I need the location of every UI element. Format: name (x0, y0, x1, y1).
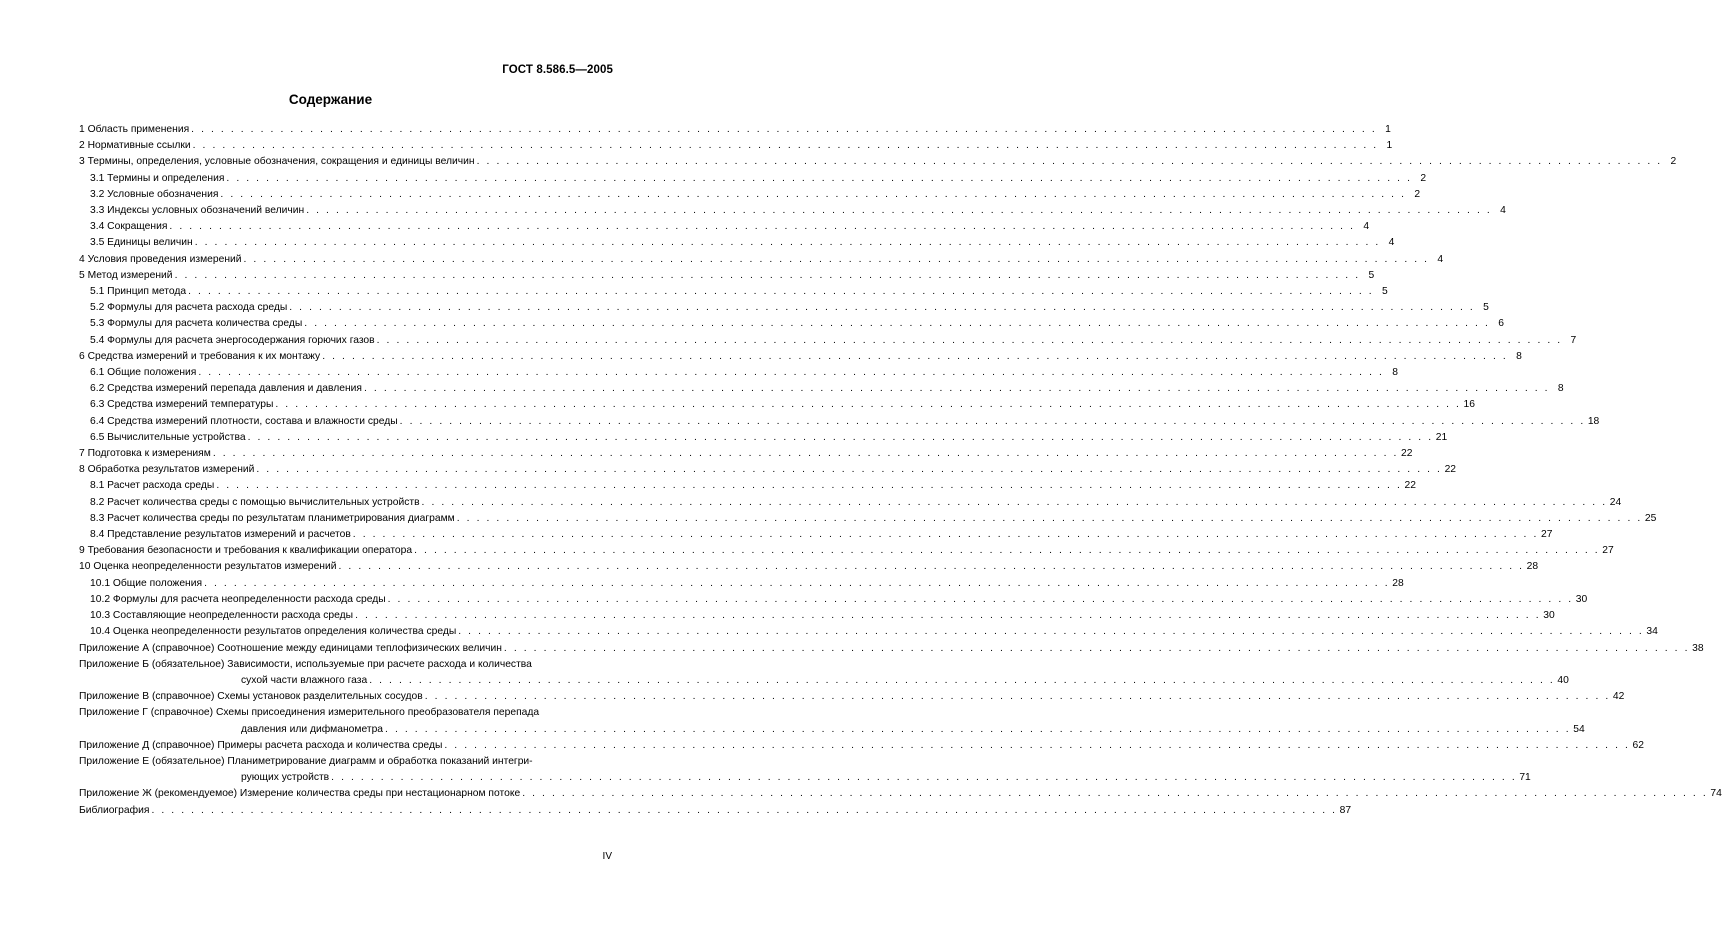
toc-entry-title: 3.1 Термины и определения (90, 172, 225, 184)
dot-leader: . . . . . . . . . . . . . . . . . . . . . . . . . . . . . . . . . . . . . . . . . . . . . . . . . . . . . . . . . . . . . . . . . . . . . . . . . . . . . . . . . . . . . . . . . . . . . . . . . . . . . . . . . . . . . . . . . . . . . . . . (169, 221, 1356, 233)
toc-page-number: 8 (1392, 367, 1398, 379)
toc-entry[interactable] (79, 284, 1388, 300)
toc-entry-title: Приложение Д (справочное) Примеры расчета расхода и количества среды (79, 739, 443, 751)
toc-entry-title-continuation: давления или дифманометра (241, 723, 384, 735)
toc-entry-title: 6.3 Средства измерений температуры (90, 399, 274, 411)
toc-entry[interactable] (79, 624, 1658, 640)
toc-page-number: 30 (1543, 610, 1555, 622)
toc-entry[interactable] (79, 559, 1539, 575)
dot-leader: . . . . . . . . . . . . . . . . . . . . . . . . . . . . . . . . . . . . . . . . . . . . . . . . . . . . . . . . . . . . . . . . . . . . . . . . . . . . . . . . . . . . . . . . . . . . . . . . . . . . . . . . . . . . . . . . . . . . . . . . (289, 302, 1475, 314)
dot-leader: . . . . . . . . . . . . . . . . . . . . . . . . . . . . . . . . . . . . . . . . . . . . . . . . . . . . . . . . . . . . . . . . . . . . . . . . . . . . . . . . . . . . . . . . . . . . . . . . . . . . . . . . . . . . . . . . . . . . . . . . (304, 318, 1490, 330)
toc-entry-title: 5.2 Формулы для расчета расхода среды (90, 302, 288, 314)
dot-leader: . . . . . . . . . . . . . . . . . . . . . . . . . . . . . . . . . . . . . . . . . . . . . . . . . . . . . . . . . . . . . . . . . . . . . . . . . . . . . . . . . . . . . . . . . . . . . . . . . . . . . . . . . . . . . . . . . . . . . . . . (243, 253, 1430, 265)
dot-leader: . . . . . . . . . . . . . . . . . . . . . . . . . . . . . . . . . . . . . . . . . . . . . . . . . . . . . . . . . . . . . . . . . . . . . . . . . . . . . . . . . . . . . . . . . . . . . . . . . . . . . . . . . . . . . . . . . . . . . . . . (503, 642, 1690, 654)
toc-entry-title: 10.3 Составляющие неопределенности расхода среды (90, 610, 354, 622)
toc-entry[interactable] (79, 268, 1375, 284)
toc-entry[interactable] (79, 154, 1677, 170)
dot-leader: . . . . . . . . . . . . . . . . . . . . . . . . . . . . . . . . . . . . . . . . . . . . . . . . . . . . . . . . . . . . . . . . . . . . . . . . . . . . . . . . . . . . . . . . . . . . . . . . . . . . . . . . . . . . . . . . . . . . . . . . (424, 691, 1611, 703)
toc-entry[interactable] (79, 414, 1600, 430)
page-title: Содержание (288, 92, 373, 107)
toc-page-number: 71 (1519, 772, 1531, 784)
toc-page-number: 4 (1437, 253, 1444, 265)
toc-entry[interactable] (79, 592, 1588, 608)
dot-leader: . . . . . . . . . . . . . . . . . . . . . . . . . . . . . . . . . . . . . . . . . . . . . . . . . . . . . . . . . . . . . . . . . . . . . . . . . . . . . . . . . . . . . . . . . . . . . . . . . . . . . . . . . . . . . . . . . . . . . . . . (414, 545, 1600, 557)
toc-entry-title: 10 Оценка неопределенности результатов измерений (79, 561, 337, 573)
toc-entry-title: 3.2 Условные обозначения (90, 188, 219, 200)
dot-leader: . . . . . . . . . . . . . . . . . . . . . . . . . . . . . . . . . . . . . . . . . . . . . . . . . . . . . . . . . . . . . . . . . . . . . . . . . . . . . . . . . . . . . . . . . . . . . . . . . . . . . . . . . . . . . . . . . . . . . . . . (352, 529, 1539, 541)
toc-entry[interactable] (79, 478, 1416, 494)
toc-entry[interactable] (79, 641, 1704, 657)
toc-page-number: 4 (1500, 205, 1506, 217)
toc-entry-title: Библиография (79, 804, 150, 816)
toc-entry-title: 6.1 Общие положения (90, 367, 197, 379)
toc-page-number: 22 (1444, 464, 1457, 476)
toc-entry-title: 5.3 Формулы для расчета количества среды (90, 318, 303, 330)
toc-page-number: 34 (1646, 626, 1658, 638)
dot-leader: . . . . . . . . . . . . . . . . . . . . . . . . . . . . . . . . . . . . . . . . . . . . . . . . . . . . . . . . . . . . . . . . . . . . . . . . . . . . . . . . . . . . . . . . . . . . . . . . . . . . . . . . . . . . . . . . . . . . . . . . (444, 739, 1630, 751)
toc-entry-title: 8.1 Расчет расхода среды (90, 480, 215, 492)
toc-page-number: 5 (1382, 286, 1388, 298)
toc-entry[interactable] (79, 187, 1421, 203)
dot-leader: . . . . . . . . . . . . . . . . . . . . . . . . . . . . . . . . . . . . . . . . . . . . . . . . . . . . . . . . . . . . . . . . . . . . . . . . . . . . . . . . . . . . . . . . . . . . . . . . . . . . . . . . . . . . . . . . . . . . . . . . (387, 593, 1574, 605)
toc-entry[interactable] (79, 527, 1553, 543)
toc-page-number: 40 (1557, 674, 1569, 686)
toc-entry[interactable] (79, 803, 1352, 819)
toc-page-number: 22 (1404, 480, 1416, 492)
toc-entry-title: Приложение Г (справочное) Схемы присоединения измерительного преобразователя перепада (79, 707, 540, 719)
dot-leader: . . . . . . . . . . . . . . . . . . . . . . . . . . . . . . . . . . . . . . . . . . . . . . . . . . . . . . . . . . . . . . . . . . . . . . . . . . . . . . . . . . . . . . . . . . . . . . . . . . . . . . . . . . . . . . . . . . . . . . . . (369, 674, 1555, 686)
toc-entry-title-continuation: рующих устройств (241, 772, 330, 784)
toc-page-number: 62 (1632, 739, 1644, 751)
toc-entry-title: 10.4 Оценка неопределенности результатов определения количества среды (90, 626, 457, 638)
toc-page-number: 42 (1612, 691, 1625, 703)
toc-entry-title: 8.4 Представление результатов измерений и расчетов (90, 529, 351, 541)
toc-page-number: 24 (1609, 496, 1622, 508)
toc-entry[interactable] (79, 576, 1404, 592)
toc-entry[interactable] (79, 300, 1489, 316)
toc-page-number: 28 (1392, 577, 1404, 589)
toc-page-number: 2 (1670, 156, 1677, 168)
toc-entry-title: 1 Область применения (79, 124, 190, 135)
toc-entry[interactable] (79, 462, 1457, 478)
dot-leader: . . . . . . . . . . . . . . . . . . . . . . . . . . . . . . . . . . . . . . . . . . . . . . . . . . . . . . . . . . . . . . . . . . . . . . . . . . . . . . . . . . . . . . . . . . . . . . . . . . . . . . . . . . . . . . . . . . . . . . . . (216, 480, 1402, 492)
toc-entry-title: 3.5 Единицы величин (90, 237, 193, 249)
dot-leader: . . . . . . . . . . . . . . . . . . . . . . . . . . . . . . . . . . . . . . . . . . . . . . . . . . . . . . . . . . . . . . . . . . . . . . . . . . . . . . . . . . . . . . . . . . . . . . . . . . . . . . . . . . . . . . . . . . . . . . . . (198, 367, 1384, 379)
dot-leader: . . . . . . . . . . . . . . . . . . . . . . . . . . . . . . . . . . . . . . . . . . . . . . . . . . . . . . . . . . . . . . . . . . . . . . . . . . . . . . . . . . . . . . . . . . . . . . . . . . . . . . . . . . . . . . . . . . . . . . . . (331, 772, 1517, 784)
toc-entry[interactable] (79, 495, 1622, 511)
toc-entry-title: 6.5 Вычислительные устройства (90, 431, 246, 443)
dot-leader: . . . . . . . . . . . . . . . . . . . . . . . . . . . . . . . . . . . . . . . . . . . . . . . . . . . . . . . . . . . . . . . . . . . . . . . . . . . . . . . . . . . . . . . . . . . . . . . . . . . . . . . . . . . . . . . . . . . . . . . . (275, 399, 1462, 411)
toc-entry-title: 8 Обработка результатов измерений (79, 464, 255, 476)
toc-entry[interactable] (79, 786, 1722, 802)
toc-entry[interactable] (79, 430, 1448, 446)
toc-entry[interactable] (79, 446, 1413, 462)
dot-leader: . . . . . . . . . . . . . . . . . . . . . . . . . . . . . . . . . . . . . . . . . . . . . . . . . . . . . . . . . . . . . . . . . . . . . . . . . . . . . . . . . . . . . . . . . . . . . . . . . . . . . . . . . . . . . . . . . . . . . . . . (188, 286, 1374, 298)
toc-page-number: 16 (1463, 399, 1476, 411)
toc-entry[interactable] (79, 511, 1657, 527)
toc-entry-title: 7 Подготовка к измерениям (79, 448, 211, 460)
toc-entry[interactable] (79, 543, 1614, 559)
toc-page-number: 54 (1573, 723, 1585, 735)
toc-page-number: 27 (1602, 545, 1614, 557)
toc-entry-title: Приложение Е (обязательное) Планиметрирование диаграмм и обработка показаний интегри- (79, 755, 533, 767)
toc-entry-title: 8.2 Расчет количества среды с помощью вычислительных устройств (90, 496, 420, 508)
dot-leader: . . . . . . . . . . . . . . . . . . . . . . . . . . . . . . . . . . . . . . . . . . . . . . . . . . . . . . . . . . . . . . . . . . . . . . . . . . . . . . . . . . . . . . . . . . . . . . . . . . . . . . . . . . . . . . . . . . . . . . . . (376, 334, 1563, 346)
toc-entry[interactable] (79, 333, 1577, 349)
toc-entry[interactable] (79, 122, 1391, 138)
toc-page-number: 5 (1483, 302, 1489, 314)
page-number: IV (602, 851, 612, 862)
dot-leader: . . . . . . . . . . . . . . . . . . . . . . . . . . . . . . . . . . . . . . . . . . . . . . . . . . . . . . . . . . . . . . . . . . . . . . . . . . . . . . . . . . . . . . . . . . . . . . . . . . . . . . . . . . . . . . . . . . . . . . . . (194, 237, 1381, 249)
toc-page-number: 1 (1386, 140, 1393, 152)
dot-leader: . . . . . . . . . . . . . . . . . . . . . . . . . . . . . . . . . . . . . . . . . . . . . . . . . . . . . . . . . . . . . . . . . . . . . . . . . . . . . . . . . . . . . . . . . . . . . . . . . . . . . . . . . . . . . . . . . . . . . . . . (399, 415, 1586, 427)
toc-page-number: 22 (1401, 448, 1413, 460)
dot-leader: . . . . . . . . . . . . . . . . . . . . . . . . . . . . . . . . . . . . . . . . . . . . . . . . . . . . . . . . . . . . . . . . . . . . . . . . . . . . . . . . . . . . . . . . . . . . . . . . . . . . . . . . . . . . . . . . . . . . . . . . (322, 350, 1508, 362)
toc-entry-title: 10.2 Формулы для расчета неопределенности расхода среды (90, 593, 386, 605)
toc-page-number: 27 (1540, 529, 1553, 541)
toc-entry-title: Приложение В (справочное) Схемы установок разделительных сосудов (79, 691, 423, 703)
toc-page-number: 6 (1498, 318, 1504, 330)
dot-leader: . . . . . . . . . . . . . . . . . . . . . . . . . . . . . . . . . . . . . . . . . . . . . . . . . . . . . . . . . . . . . . . . . . . . . . . . . . . . . . . . . . . . . . . . . . . . . . . . . . . . . . . . . . . . . . . . . . . . . . . . (191, 124, 1377, 135)
dot-leader: . . . . . . . . . . . . . . . . . . . . . . . . . . . . . . . . . . . . . . . . . . . . . . . . . . . . . . . . . . . . . . . . . . . . . . . . . . . . . . . . . . . . . . . . . . . . . . . . . . . . . . . . . . . . . . . . . . . . . . . . (421, 496, 1608, 508)
toc-entry-title: 10.1 Общие положения (90, 577, 203, 589)
toc-page-number: 8 (1516, 350, 1522, 362)
dot-leader: . . . . . . . . . . . . . . . . . . . . . . . . . . . . . . . . . . . . . . . . . . . . . . . . . . . . . . . . . . . . . . . . . . . . . . . . . . . . . . . . . . . . . . . . . . . . . . . . . . . . . . . . . . . . . . . . . . . . . . . . (192, 140, 1379, 152)
dot-leader: . . . . . . . . . . . . . . . . . . . . . . . . . . . . . . . . . . . . . . . . . . . . . . . . . . . . . . . . . . . . . . . . . . . . . . . . . . . . . . . . . . . . . . . . . . . . . . . . . . . . . . . . . . . . . . . . . . . . . . . . (247, 431, 1434, 443)
dot-leader: . . . . . . . . . . . . . . . . . . . . . . . . . . . . . . . . . . . . . . . . . . . . . . . . . . . . . . . . . . . . . . . . . . . . . . . . . . . . . . . . . . . . . . . . . . . . . . . . . . . . . . . . . . . . . . . . . . . . . . . . (256, 464, 1443, 476)
dot-leader: . . . . . . . . . . . . . . . . . . . . . . . . . . . . . . . . . . . . . . . . . . . . . . . . . . . . . . . . . . . . . . . . . . . . . . . . . . . . . . . . . . . . . . . . . . . . . . . . . . . . . . . . . . . . . . . . . . . . . . . . (204, 577, 1390, 589)
toc-entry-title: 3 Термины, определения, условные обозначения, сокращения и единицы величин (79, 156, 475, 168)
toc-page-number: 28 (1526, 561, 1539, 573)
dot-leader: . . . . . . . . . . . . . . . . . . . . . . . . . . . . . . . . . . . . . . . . . . . . . . . . . . . . . . . . . . . . . . . . . . . . . . . . . . . . . . . . . . . . . . . . . . . . . . . . . . . . . . . . . . . . . . . . . . . . . . . . (212, 448, 1399, 460)
dot-leader: . . . . . . . . . . . . . . . . . . . . . . . . . . . . . . . . . . . . . . . . . . . . . . . . . . . . . . . . . . . . . . . . . . . . . . . . . . . . . . . . . . . . . . . . . . . . . . . . . . . . . . . . . . . . . . . . . . . . . . . . (364, 383, 1550, 395)
toc-entry[interactable] (79, 705, 1585, 737)
toc-page-number: 2 (1420, 172, 1427, 184)
toc-page-number: 5 (1368, 269, 1375, 281)
toc-entry-title: 6.4 Средства измерений плотности, состава и влажности среды (90, 415, 398, 427)
toc-entry[interactable] (79, 235, 1395, 251)
toc-page-number: 18 (1587, 415, 1600, 427)
dot-leader: . . . . . . . . . . . . . . . . . . . . . . . . . . . . . . . . . . . . . . . . . . . . . . . . . . . . . . . . . . . . . . . . . . . . . . . . . . . . . . . . . . . . . . . . . . . . . . . . . . . . . . . . . . . . . . . . . . . . . . . . (456, 512, 1643, 524)
dot-leader: . . . . . . . . . . . . . . . . . . . . . . . . . . . . . . . . . . . . . . . . . . . . . . . . . . . . . . . . . . . . . . . . . . . . . . . . . . . . . . . . . . . . . . . . . . . . . . . . . . . . . . . . . . . . . . . . . . . . . . . . (174, 269, 1361, 281)
toc-entry-title: 8.3 Расчет количества среды по результатам планиметрирования диаграмм (90, 512, 455, 524)
toc-page-number: 25 (1644, 512, 1657, 524)
toc-entry-title: 9 Требования безопасности и требования к квалификации оператора (79, 545, 413, 557)
toc-entry[interactable] (79, 365, 1398, 381)
toc-entry-title: 5.1 Принцип метода (90, 286, 187, 298)
toc-entry[interactable] (79, 689, 1625, 705)
toc-entry[interactable] (79, 349, 1522, 365)
toc-entry-title: 6.2 Средства измерений перепада давления и давления (90, 383, 362, 395)
toc-entry-title: 6 Средства измерений и требования к их монтажу (79, 350, 321, 362)
toc-page-number: 74 (1710, 788, 1722, 800)
toc-page-number: 1 (1385, 124, 1391, 135)
table-of-contents (79, 122, 1722, 819)
toc-entry[interactable] (79, 138, 1393, 154)
toc-entry-title: 3.4 Сокращения (90, 221, 168, 233)
toc-page-number: 30 (1575, 593, 1588, 605)
toc-entry[interactable] (79, 316, 1504, 332)
toc-entry[interactable] (79, 219, 1370, 235)
toc-entry-title: Приложение А (справочное) Соотношение между единицами теплофизических величин (79, 642, 502, 654)
toc-entry-title-continuation: сухой части влажного газа (241, 674, 368, 686)
toc-page-number: 4 (1363, 221, 1370, 233)
toc-page-number: 38 (1692, 642, 1704, 654)
dot-leader: . . . . . . . . . . . . . . . . . . . . . . . . . . . . . . . . . . . . . . . . . . . . . . . . . . . . . . . . . . . . . . . . . . . . . . . . . . . . . . . . . . . . . . . . . . . . . . . . . . . . . . . . . . . . . . . . . . . . . . . . (338, 561, 1525, 573)
toc-entry[interactable] (79, 397, 1476, 413)
dot-leader: . . . . . . . . . . . . . . . . . . . . . . . . . . . . . . . . . . . . . . . . . . . . . . . . . . . . . . . . . . . . . . . . . . . . . . . . . . . . . . . . . . . . . . . . . . . . . . . . . . . . . . . . . . . . . . . . . . . . . . . . (220, 188, 1407, 200)
toc-entry[interactable] (79, 738, 1644, 754)
dot-leader: . . . . . . . . . . . . . . . . . . . . . . . . . . . . . . . . . . . . . . . . . . . . . . . . . . . . . . . . . . . . . . . . . . . . . . . . . . . . . . . . . . . . . . . . . . . . . . . . . . . . . . . . . . . . . . . . . . . . . . . . (458, 626, 1644, 638)
toc-entry[interactable] (79, 608, 1555, 624)
dot-leader: . . . . . . . . . . . . . . . . . . . . . . . . . . . . . . . . . . . . . . . . . . . . . . . . . . . . . . . . . . . . . . . . . . . . . . . . . . . . . . . . . . . . . . . . . . . . . . . . . . . . . . . . . . . . . . . . . . . . . . . . (476, 156, 1663, 168)
toc-page-number: 8 (1557, 383, 1564, 395)
toc-entry-title: 5 Метод измерений (79, 269, 173, 281)
dot-leader: . . . . . . . . . . . . . . . . . . . . . . . . . . . . . . . . . . . . . . . . . . . . . . . . . . . . . . . . . . . . . . . . . . . . . . . . . . . . . . . . . . . . . . . . . . . . . . . . . . . . . . . . . . . . . . . . . . . . . . . . (385, 723, 1571, 735)
toc-entry[interactable] (79, 171, 1427, 187)
toc-entry-title: Приложение Ж (рекомендуемое) Измерение количества среды при нестационарном потоке (79, 788, 521, 800)
toc-page-number: 7 (1570, 334, 1577, 346)
toc-page-number: 87 (1339, 804, 1352, 816)
toc-entry[interactable] (79, 381, 1564, 397)
toc-entry-title: 2 Нормативные ссылки (79, 140, 191, 152)
toc-entry[interactable] (79, 252, 1444, 268)
dot-leader: . . . . . . . . . . . . . . . . . . . . . . . . . . . . . . . . . . . . . . . . . . . . . . . . . . . . . . . . . . . . . . . . . . . . . . . . . . . . . . . . . . . . . . . . . . . . . . . . . . . . . . . . . . . . . . . . . . . . . . . . (522, 788, 1708, 800)
toc-entry[interactable] (79, 203, 1506, 219)
toc-page-number: 21 (1435, 431, 1448, 443)
dot-leader: . . . . . . . . . . . . . . . . . . . . . . . . . . . . . . . . . . . . . . . . . . . . . . . . . . . . . . . . . . . . . . . . . . . . . . . . . . . . . . . . . . . . . . . . . . . . . . . . . . . . . . . . . . . . . . . . . . . . . . . . (151, 804, 1338, 816)
toc-entry-title: 3.3 Индексы условных обозначений величин (90, 205, 305, 217)
toc-entry-title: 5.4 Формулы для расчета энергосодержания горючих газов (90, 334, 375, 346)
toc-entry-title: Приложение Б (обязательное) Зависимости, используемые при расчете расхода и количества (79, 658, 532, 670)
document-header-id: ГОСТ 8.586.5—2005 (502, 64, 613, 76)
toc-entry[interactable] (79, 657, 1569, 689)
toc-entry-title: 4 Условия проведения измерений (79, 253, 242, 265)
dot-leader: . . . . . . . . . . . . . . . . . . . . . . . . . . . . . . . . . . . . . . . . . . . . . . . . . . . . . . . . . . . . . . . . . . . . . . . . . . . . . . . . . . . . . . . . . . . . . . . . . . . . . . . . . . . . . . . . . . . . . . . . (355, 610, 1541, 622)
toc-page-number: 4 (1388, 237, 1395, 249)
toc-page-number: 2 (1414, 188, 1421, 200)
dot-leader: . . . . . . . . . . . . . . . . . . . . . . . . . . . . . . . . . . . . . . . . . . . . . . . . . . . . . . . . . . . . . . . . . . . . . . . . . . . . . . . . . . . . . . . . . . . . . . . . . . . . . . . . . . . . . . . . . . . . . . . . (306, 205, 1492, 217)
dot-leader: . . . . . . . . . . . . . . . . . . . . . . . . . . . . . . . . . . . . . . . . . . . . . . . . . . . . . . . . . . . . . . . . . . . . . . . . . . . . . . . . . . . . . . . . . . . . . . . . . . . . . . . . . . . . . . . . . . . . . . . . (226, 172, 1413, 184)
toc-entry[interactable] (79, 754, 1531, 786)
